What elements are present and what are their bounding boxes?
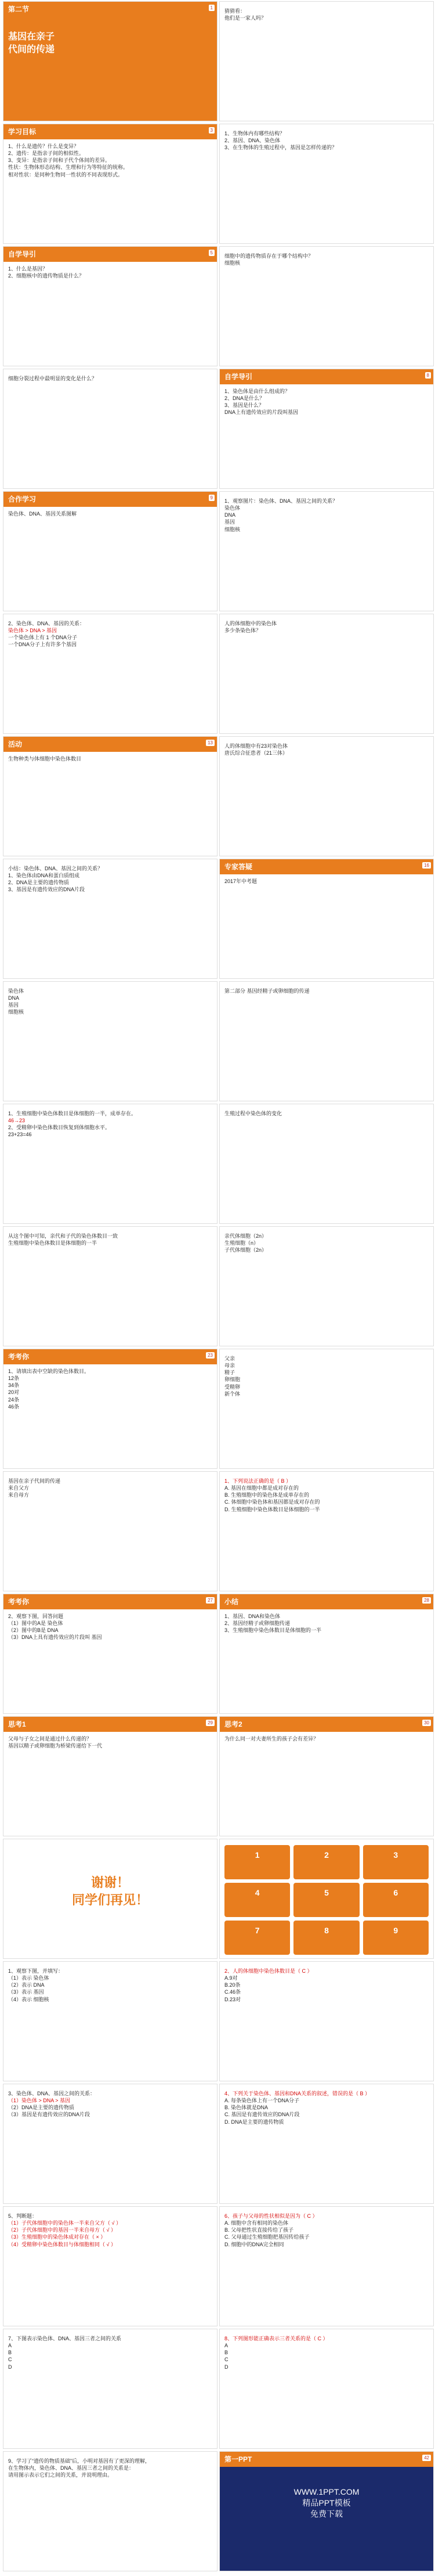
slide-text-line: 谢谢！: [90, 1875, 129, 1890]
slide-text-line: 2、人的体细胞中染色体数目是（ C ）: [224, 1968, 313, 1974]
slide-text-line: 基因: [8, 1002, 19, 1008]
slide-text-line: B. 染色体就是DNA: [224, 2105, 269, 2111]
slide-text-line: 2、遗传：是指亲子间的相似性。: [8, 150, 85, 157]
slide-body: [8, 1613, 212, 1710]
slide-text-line: 卵细胞: [224, 1377, 241, 1383]
slide-text-line: D: [224, 2364, 229, 2370]
slide-1: [3, 1, 217, 121]
slide-text-line: 1、观察下图，并填写：: [8, 1968, 64, 1974]
slide-body: [8, 510, 212, 607]
slide-header: [3, 1349, 217, 1364]
slide-body: [8, 265, 212, 362]
slide-text-line: 母亲: [224, 1363, 235, 1369]
slide-text-line: 基因在亲子代间的传递: [8, 1478, 61, 1484]
slide-text-line: D.23对: [224, 1996, 241, 2002]
slide-text-line: 2017年中考题: [224, 878, 258, 884]
slide-title: 自学导引: [224, 373, 253, 381]
slide-12: [219, 614, 434, 734]
slide-text-line: 9、学习了“遗传的物质基础”后，小明对基因有了更深的理解，: [8, 2458, 151, 2464]
slide-text-line: 同学们再见！: [71, 1892, 148, 1907]
slide-text-line: 一个DNA分子上有许多个基因: [8, 642, 77, 648]
slide-body: [8, 375, 212, 485]
slide-text-line: 3、在生物体的生殖过程中，基因是怎样传递的？: [224, 145, 338, 151]
slide-11: [3, 614, 217, 734]
slide-text-line: 2、细胞核中的遗传物质是什么？: [8, 273, 85, 279]
slide-text-line: A.9对: [224, 1975, 238, 1981]
slide-text-line: 46→23: [8, 1118, 26, 1124]
slide-text-line: 2、基因、DNA、染色体: [224, 138, 281, 144]
slide-number: 5: [209, 250, 215, 256]
slide-text-line: 基因在亲子: [8, 32, 55, 42]
slide-text-line: 2、DNA是什么？: [224, 395, 265, 402]
slide-text-line: 第二部分 基因经精子或卵细胞的传递: [224, 988, 310, 994]
slide-text-line: C: [224, 2357, 229, 2363]
slide-title: 第一PPT: [224, 2455, 252, 2463]
slide-text-line: （4）表示 细胞核: [8, 1996, 49, 2002]
slide-9: [3, 491, 217, 611]
slide-body: [8, 1110, 212, 1220]
slide-number: 16: [422, 862, 431, 869]
slide-33: [3, 1961, 217, 2081]
slide-header: [3, 737, 217, 752]
slide-text-line: （1）图中的A是 染色体: [8, 1620, 63, 1627]
slide-text-line: 6: [363, 1883, 429, 1917]
slide-text-line: 新个体: [224, 1390, 241, 1397]
slide-text-line: 3、基因是什么？: [224, 402, 264, 409]
slide-text-line: 在生物体内，染色体、DNA、基因三者之间的关系是：: [8, 2465, 135, 2471]
slide-body: [224, 988, 429, 1097]
slide-text-line: 小结：染色体、DNA、基因之间的关系？: [8, 866, 103, 871]
slide-text-line: A. 基因在细胞中都是成对存在的: [224, 1485, 299, 1491]
slide-32: [219, 1839, 434, 1959]
slide-37: [3, 2206, 217, 2326]
slide-23: [3, 1349, 217, 1469]
slide-text-line: 基因以精子或卵细胞为桥梁传递给下一代: [8, 1743, 103, 1749]
slide-text-line: 8、下列图形能正确表示三者关系的是（ C ）: [224, 2336, 328, 2341]
slide-body: [8, 2213, 212, 2322]
slide-body: [224, 1355, 429, 1465]
slide-text-line: 染色体 > DNA > 基因: [8, 628, 57, 634]
slide-text-line: 5: [293, 1883, 359, 1917]
slide-22: [219, 1226, 434, 1346]
slide-text-line: 3、染色体、DNA、基因之间的关系：: [8, 2091, 96, 2096]
slide-text-line: 7、下图表示染色体、DNA、基因三者之间的关系: [8, 2336, 122, 2341]
slide-text-line: 1、请填出表中空缺的染色体数目。: [8, 1368, 90, 1374]
slide-text-line: B: [224, 2350, 229, 2356]
slide-body: [224, 1110, 429, 1220]
slide-text-line: 9: [363, 1921, 429, 1955]
slide-body: [224, 8, 429, 117]
slide-text-line: 性状：生物体形态结构、生理和行为等特征的统称。: [8, 164, 129, 171]
slide-body: [8, 1874, 212, 1955]
slide-36: [219, 2084, 434, 2204]
slide-body: [8, 31, 212, 117]
slide-text-line: 生殖过程中染色体的变化: [224, 1111, 282, 1116]
slide-13: [3, 736, 217, 856]
slide-text-line: （2）子代体细胞中的基因一半来自母方（ √ ）: [8, 2227, 116, 2233]
slide-2: [219, 1, 434, 121]
slide-text-line: 1、生殖细胞中染色体数目是体细胞的一半，成单存在。: [8, 1111, 137, 1116]
slide-text-line: 免费下载: [310, 2509, 343, 2519]
slide-text-line: 细胞分裂过程中最明显的变化是什么？: [8, 376, 97, 381]
slide-text-line: 23+23=46: [8, 1132, 32, 1138]
slide-text-line: 1、基因、DNA和染色体: [224, 1613, 281, 1619]
slide-text-line: 人的体细胞中的染色体: [224, 621, 277, 626]
slide-body: [224, 1478, 429, 1587]
slide-text-line: A. 每条染色体上有一个DNA分子: [224, 2098, 300, 2104]
slide-14: [219, 736, 434, 856]
slide-10: [219, 491, 434, 611]
slide-39: [3, 2329, 217, 2449]
slide-15: [3, 859, 217, 979]
slide-text-line: 细胞中的遗传物质存在于哪个结构中？: [224, 253, 314, 259]
slide-title: 考考你: [8, 1598, 30, 1606]
slide-21: [3, 1226, 217, 1346]
slide-text-line: （1）染色体 > DNA > 基因: [8, 2098, 71, 2104]
slide-18: [219, 981, 434, 1101]
slide-text-line: （2）表示 DNA: [8, 1982, 45, 1988]
slide-text-line: DNA: [224, 512, 236, 518]
slide-body: [224, 253, 429, 362]
slide-text-line: D: [8, 2364, 12, 2370]
slide-6: [219, 246, 434, 366]
slide-text-line: 2、观察下图，回答问题: [8, 1613, 64, 1619]
slide-text-line: 为什么同一对夫妻所生的孩子会有差异？: [224, 1736, 319, 1742]
slide-body: [224, 620, 429, 730]
slide-41: [3, 2451, 217, 2571]
slide-text-line: C. 基因是有遗传效应的DNA片段: [224, 2112, 300, 2118]
slide-header: [220, 1594, 433, 1609]
slide-text-line: 46条: [8, 1403, 20, 1410]
slide-title: 思考1: [8, 1720, 26, 1728]
slide-body: [224, 878, 429, 975]
slide-body: [224, 1735, 429, 1832]
slide-text-line: 子代体细胞（2n）: [224, 1247, 267, 1253]
slide-header: [3, 492, 217, 507]
slide-4: [219, 124, 434, 244]
slide-text-line: DNA上有遗传效应的片段叫基因: [224, 409, 299, 416]
slide-body: [8, 1968, 212, 2077]
slide-body: [224, 2090, 429, 2200]
slide-body: [8, 988, 212, 1097]
slide-text-line: C. 体细胞中染色体和基因都是成对存在的: [224, 1499, 320, 1505]
slide-text-line: 多少条染色体？: [224, 628, 262, 634]
slide-number: 27: [206, 1597, 215, 1604]
slide-text-line: 代间的传递: [8, 44, 55, 55]
slide-3: [3, 124, 217, 244]
slide-title: 考考你: [8, 1353, 30, 1361]
slide-header: [3, 1717, 217, 1732]
slide-text-line: 相对性状：是同种生物同一性状的不同表现形式。: [8, 171, 124, 178]
slide-body: [8, 865, 212, 975]
slide-body: [8, 1233, 212, 1342]
slide-text-line: 来自父方: [8, 1485, 30, 1491]
slide-text-line: A: [8, 2343, 12, 2349]
slide-7: [3, 369, 217, 489]
slide-19: [3, 1104, 217, 1224]
slide-27: [3, 1594, 217, 1714]
slide-body: [224, 498, 429, 607]
slide-text-line: （2）图中的B是 DNA: [8, 1627, 59, 1634]
slide-text-line: WWW.1PPT.COM: [293, 2487, 360, 2496]
slide-text-line: 猜猜看：: [224, 8, 246, 14]
slide-title: 合作学习: [8, 495, 37, 503]
slide-text-line: （3）DNA上具有遗传效应的片段叫 基因: [8, 1634, 102, 1641]
slide-text-line: 6、孩子与父母的性状相似是因为（ C ）: [224, 2213, 318, 2219]
slide-text-line: 3、变异：是指亲子间和子代个体间的差异。: [8, 157, 111, 164]
slide-text-line: （3）表示 基因: [8, 1989, 44, 1995]
slide-body: [8, 2335, 212, 2445]
slide-text-line: 受精卵: [224, 1384, 241, 1390]
slide-text-line: 生物种类与体细胞中染色体数目: [8, 756, 82, 762]
slide-title: 活动: [8, 740, 23, 748]
slide-text-line: 唐氏综合征患者（21三体）: [224, 750, 288, 756]
slide-text-line: 生殖细胞中染色体数目是体细胞的一半: [8, 1240, 97, 1246]
slide-title: 小结: [224, 1598, 239, 1606]
slide-text-line: 一个染色体上有 1 个DNA分子: [8, 635, 78, 641]
slide-5: [3, 246, 217, 366]
slide-34: [219, 1961, 434, 2081]
slide-text-line: 2、基因经精子或卵细胞传递: [224, 1620, 291, 1627]
slide-header: [3, 1594, 217, 1609]
slide-body: [8, 620, 212, 730]
slide-body: [224, 1233, 429, 1342]
slide-text-line: 细胞核: [224, 260, 241, 266]
slide-20: [219, 1104, 434, 1224]
slide-text-line: 2: [293, 1845, 359, 1879]
slide-text-line: 染色体、DNA、基因关系图解: [8, 511, 77, 517]
slide-title: 第二节: [8, 5, 30, 13]
slide-body: [224, 2335, 429, 2445]
slide-30: [219, 1716, 434, 1836]
slide-text-line: 8: [293, 1921, 359, 1955]
slide-17: [3, 981, 217, 1101]
slide-text-line: 亲代体细胞（2n）: [224, 1233, 267, 1239]
slide-26: [219, 1471, 434, 1591]
slide-number: 1: [209, 5, 215, 11]
slide-text-line: 细胞核: [8, 1009, 24, 1015]
slide-text-line: B. 生殖细胞中的染色体是成单存在的: [224, 1492, 310, 1498]
slide-body: [8, 1368, 212, 1465]
slide-number: 30: [422, 1720, 431, 1726]
slide-body: [224, 1613, 429, 1710]
slide-number: 23: [206, 1352, 215, 1359]
slide-text-line: （1）表示 染色体: [8, 1975, 49, 1981]
slide-text-line: D. DNA是主要的遗传物质: [224, 2119, 284, 2125]
slide-body: [8, 755, 212, 852]
slide-text-line: DNA: [8, 995, 20, 1001]
slide-number: 8: [425, 372, 431, 379]
slide-text-line: B.20条: [224, 1982, 241, 1988]
slide-body: [224, 130, 429, 240]
slide-text-line: （1）子代体细胞中的染色体一半来自父方（ √ ）: [8, 2220, 121, 2226]
slide-text-line: 请用图示表示它们之间的关系，并说明理由。: [8, 2472, 113, 2478]
slide-text-line: 生殖细胞（n）: [224, 1240, 259, 1246]
slide-text-line: 24条: [8, 1396, 20, 1403]
slide-text-line: 染色体: [8, 988, 24, 994]
slide-text-line: 2、染色体、DNA、基因的关系：: [8, 621, 85, 626]
slide-text-line: 他们是一家人吗？: [224, 15, 267, 21]
slide-text-line: 1: [224, 1845, 290, 1879]
slide-title: 专家答疑: [224, 863, 253, 871]
slide-text-line: 2、受精卵中染色体数目恢复到体细胞水平。: [8, 1125, 111, 1131]
slide-text-line: 基因: [224, 519, 235, 525]
slide-38: [219, 2206, 434, 2326]
slide-text-line: 细胞核: [224, 526, 241, 532]
slide-text-line: 1、下列说法正确的是（ B ）: [224, 1478, 292, 1484]
slide-number: 9: [209, 495, 215, 501]
slide-header: [220, 1717, 433, 1732]
slide-body: [224, 1968, 429, 2077]
slide-text-line: 2、DNA是主要的遗传物质: [8, 880, 70, 886]
slide-text-line: 父母与子女之间是通过什么传递的？: [8, 1736, 92, 1742]
slide-header: [220, 859, 433, 874]
slide-28: [219, 1594, 434, 1714]
slide-text-line: B: [8, 2350, 12, 2356]
slide-number: 29: [206, 1720, 215, 1726]
slide-40: [219, 2329, 434, 2449]
slide-body: [8, 143, 212, 240]
slide-body: [8, 1478, 212, 1587]
slide-text-line: 从这个图中可知，亲代和子代的染色体数目一致: [8, 1233, 118, 1239]
slide-body: [224, 743, 429, 852]
slide-number: 28: [422, 1597, 431, 1604]
slide-body: [224, 388, 429, 485]
slide-body: [224, 2487, 429, 2567]
slide-text-line: D. 生殖细胞中染色体数目是体细胞的一半: [224, 1506, 320, 1512]
slide-text-line: 精子: [224, 1370, 235, 1376]
slide-header: [3, 247, 217, 262]
slide-text-line: 染色体: [224, 505, 241, 511]
slide-text-line: C.46条: [224, 1989, 241, 1995]
slide-text-line: 7: [224, 1921, 290, 1955]
slide-text-line: C. 父母通过生殖细胞把基因传给孩子: [224, 2234, 310, 2240]
slide-text-line: 20对: [8, 1389, 20, 1396]
slide-title: 自学导引: [8, 250, 37, 258]
slide-31: [3, 1839, 217, 1959]
slide-body: [8, 2458, 212, 2567]
slide-text-line: D. 细胞中的DNA完全相同: [224, 2241, 284, 2247]
slide-text-line: 3: [363, 1845, 429, 1879]
slide-text-line: 1、什么是遗传？什么是变异？: [8, 143, 79, 149]
slide-24: [219, 1349, 434, 1469]
slide-16: [219, 859, 434, 979]
slide-body: [8, 1735, 212, 1832]
slide-title: 思考2: [224, 1720, 242, 1728]
slide-body: [8, 2090, 212, 2200]
slide-text-line: 34条: [8, 1382, 20, 1389]
slide-text-line: C: [8, 2357, 12, 2363]
slide-text-line: 来自母方: [8, 1492, 30, 1498]
slide-text-line: 12条: [8, 1375, 20, 1382]
slide-text-line: （3）生殖细胞中的染色体成对存在（ × ）: [8, 2234, 106, 2240]
slide-text-line: 4、下列关于染色体、基因和DNA关系的叙述，错误的是（ B ）: [224, 2091, 371, 2096]
slide-header: [3, 124, 217, 139]
slide-text-line: 1、染色体由DNA和蛋白质组成: [8, 873, 80, 879]
slide-text-line: 3、生殖细胞中染色体数目是体细胞的一半: [224, 1627, 322, 1634]
slide-text-line: （3）基因是有遗传效应的DNA片段: [8, 2112, 90, 2118]
slide-text-line: B. 父母把性状直接传给了孩子: [224, 2227, 294, 2233]
slide-text-line: 父亲: [224, 1356, 235, 1361]
slide-text-line: 1、观察图片：染色体、DNA、基因之间的关系？: [224, 498, 338, 504]
slide-text-line: 1、什么是基因？: [8, 266, 48, 272]
slide-42: [219, 2451, 434, 2571]
slide-text-line: A. 细胞中含有相同的染色体: [224, 2220, 289, 2226]
slide-header: [220, 2452, 433, 2467]
slide-body: [224, 2213, 429, 2322]
slide-number: 42: [422, 2455, 431, 2461]
slide-35: [3, 2084, 217, 2204]
slide-body: [224, 1845, 429, 1955]
slide-text-line: 5、判断题：: [8, 2213, 38, 2219]
slide-25: [3, 1471, 217, 1591]
slide-text-line: 4: [224, 1883, 290, 1917]
slide-text-line: 3、基因是有遗传效应的DNA片段: [8, 887, 85, 893]
slide-text-line: 1、染色体是由什么组成的？: [224, 388, 291, 394]
slide-text-line: 1、生物体内有哪些结构？: [224, 131, 285, 136]
slide-title: 学习目标: [8, 128, 37, 136]
slide-text-line: A: [224, 2343, 229, 2349]
slide-text-line: （2）DNA是主要的遗传物质: [8, 2105, 75, 2111]
slide-29: [3, 1716, 217, 1836]
slide-number: 3: [209, 127, 215, 134]
slide-text-line: 精品PPT模板: [302, 2498, 351, 2507]
slide-text-line: 人的体细胞中有23对染色体: [224, 743, 288, 749]
slide-header: [220, 369, 433, 384]
slide-number: 13: [206, 740, 215, 746]
slide-text-line: （4）受精卵中染色体数目与体细胞相同（ √ ）: [8, 2241, 116, 2247]
slide-8: [219, 369, 434, 489]
slide-header: [3, 2, 217, 17]
